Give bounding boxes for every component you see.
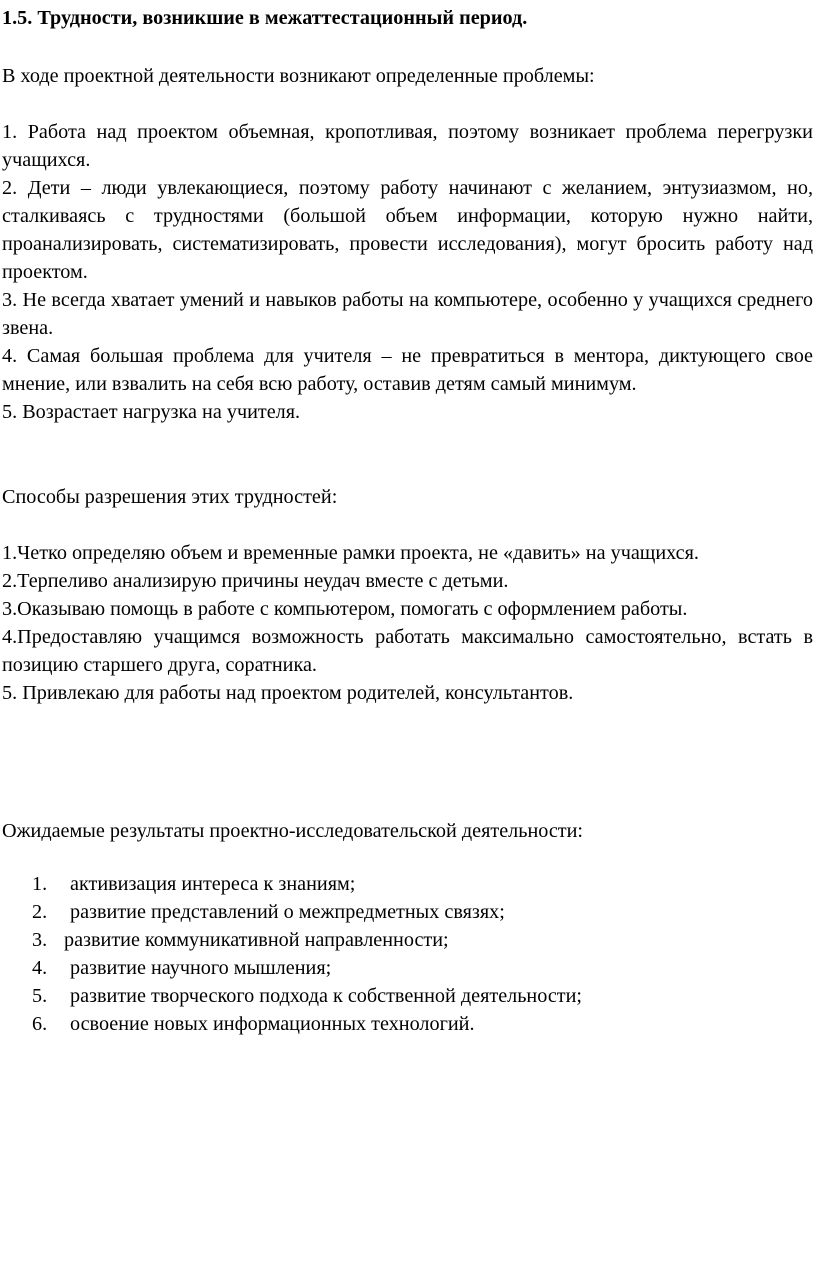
- problem-item: 5. Возрастает нагрузка на учителя.: [2, 401, 301, 423]
- section-heading: 1.5. Трудности, возникшие в межаттестационный период.: [2, 7, 528, 29]
- result-number: 2.: [32, 901, 48, 923]
- result-number: 3.: [32, 929, 48, 951]
- result-text: освоение новых информационных технологий.: [70, 1013, 475, 1035]
- result-text: развитие творческого подхода к собственной деятельности;: [70, 985, 583, 1007]
- solution-item: 2.Терпеливо анализирую причины неудач вместе с детьми.: [2, 570, 509, 592]
- problem-item: 1. Работа над проектом объемная, кропотливая, поэтому возникает проблема перегрузки учащихся.: [2, 121, 813, 171]
- result-item: [32, 926, 792, 954]
- intro-paragraph: В ходе проектной деятельности возникают определенные проблемы:: [2, 65, 595, 87]
- solution-item: 5. Привлекаю для работы над проектом родителей, консультантов.: [2, 682, 574, 704]
- solutions-list: [2, 539, 813, 707]
- solution-item: 4.Предоставляю учащимся возможность работать максимально самостоятельно, встать в позицию старшего друга, соратника.: [2, 626, 813, 676]
- result-number: 1.: [32, 873, 48, 895]
- problem-item: 2. Дети – люди увлекающиеся, поэтому работу начинают с желанием, энтузиазмом, но, сталкиваясь с трудностями (большой объем информации, которую нужно найти, проанализировать, систематизировать, провести исследования), могут бросить работу над проектом.: [2, 177, 813, 283]
- result-item: [32, 982, 792, 1010]
- result-item: [32, 1010, 792, 1038]
- result-item: [32, 898, 792, 926]
- result-number: 4.: [32, 957, 48, 979]
- solution-item: 1.Четко определяю объем и временные рамки проекта, не «давить» на учащихся.: [2, 542, 699, 564]
- result-text: развитие представлений о межпредметных связях;: [70, 901, 505, 923]
- problems-list: [2, 118, 813, 426]
- result-number: 5.: [32, 985, 48, 1007]
- result-item: [32, 870, 792, 898]
- results-list: [32, 870, 792, 1038]
- solutions-title: Способы разрешения этих трудностей:: [2, 486, 338, 508]
- problem-item: 3. Не всегда хватает умений и навыков работы на компьютере, особенно у учащихся среднего звена.: [2, 289, 813, 339]
- result-number: 6.: [32, 1013, 48, 1035]
- result-text: развитие коммуникативной направленности;: [64, 929, 449, 951]
- results-title: Ожидаемые результаты проектно-исследовательской деятельности:: [2, 820, 584, 842]
- result-item: [32, 954, 792, 982]
- result-text: развитие научного мышления;: [70, 957, 332, 979]
- result-text: активизация интереса к знаниям;: [70, 873, 356, 895]
- solution-item: 3.Оказываю помощь в работе с компьютером, помогать с оформлением работы.: [2, 598, 688, 620]
- problem-item: 4. Самая большая проблема для учителя – не превратиться в ментора, диктующего свое мнение, или взвалить на себя всю работу, оставив детям самый минимум.: [2, 345, 813, 395]
